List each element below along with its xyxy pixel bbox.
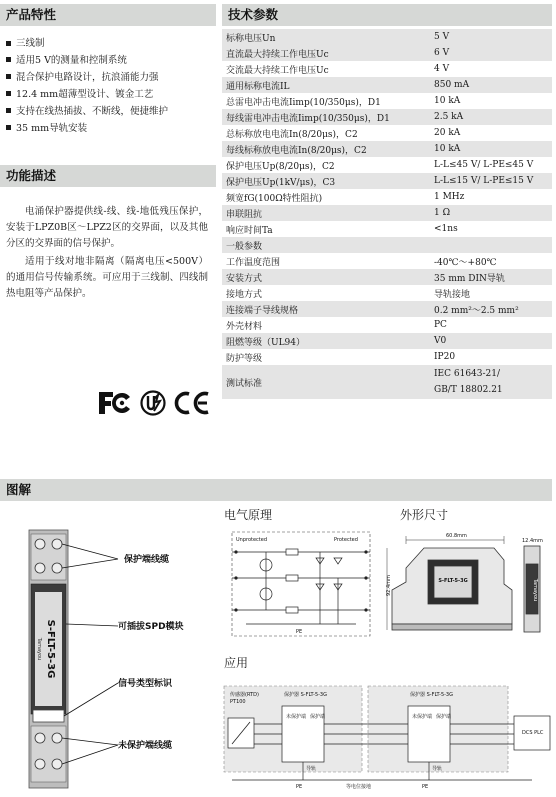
spec-row [222, 221, 552, 237]
spec-label: 安装方式 [222, 269, 430, 285]
spec-row [222, 29, 552, 45]
certification-logos [96, 388, 214, 418]
spec-value: 20 kA [430, 125, 552, 141]
specs-table [222, 29, 552, 399]
module-brand-text: Tamayou [36, 637, 42, 661]
spec-value: 850 mA [430, 77, 552, 93]
spec-label: 总雷电冲击电流Iimp(10/350μs)，D1 [222, 93, 430, 109]
callout-signal-label: 信号类型标识 [118, 679, 173, 689]
spec-label: 阻燃等级（UL94） [222, 333, 430, 349]
spec-label: 测试标准 [222, 365, 430, 399]
spec-value: 2.5 kA [430, 109, 552, 125]
spd-left-label: 保护器 S-FLT-5-3G [284, 692, 327, 698]
rail-left-label: 导轨 [306, 766, 317, 772]
electrical-schematic [226, 528, 376, 640]
description-paragraph: 电涌保护器提供线-线、线-地低残压保护，安装于LPZ0B区～LPZ2区的交界面，以及其他分区的交界面的信号保护。 [6, 206, 208, 249]
screw-terminal-icon [35, 563, 45, 573]
feature-item: 支持在线热插拔、不断线，便捷维护 [6, 104, 216, 121]
spec-row [222, 77, 552, 93]
callout-protected-cable: 保护端线缆 [124, 555, 170, 565]
description-header: 功能描述 [0, 165, 216, 187]
callout-unprotected-cable: 未保护端线缆 [118, 741, 173, 751]
spec-label: 直流最大持续工作电压Uc [222, 45, 430, 61]
signal-type-label-window [33, 710, 64, 722]
square-bullet-icon [6, 57, 11, 62]
pe-left-label: PE [296, 784, 303, 790]
spec-value: L-L≤15 V/ L-PE≤15 V [430, 173, 552, 189]
screw-terminal-icon [52, 563, 62, 573]
spec-label: 外壳材料 [222, 317, 430, 333]
dimension-width-label: 12.4mm [522, 538, 543, 544]
spec-row [222, 125, 552, 141]
screw-terminal-icon [35, 733, 45, 743]
spec-label: 频宽fG(100Ω特性阻抗) [222, 189, 430, 205]
schematic-frame [232, 532, 370, 636]
spec-label: 接地方式 [222, 285, 430, 301]
equipotential-ground-label: 等电位接地 [346, 784, 372, 790]
spd-right-prot-label: 保护端 [436, 714, 452, 720]
figures-header: 图解 [0, 479, 552, 501]
spec-label: 保护电压Up(8/20μs)，C2 [222, 157, 430, 173]
screw-terminal-icon [35, 539, 45, 549]
spec-label: 总标称放电电流In(8/20μs)，C2 [222, 125, 430, 141]
spd-left-unprot-label: 未保护端 [286, 714, 307, 720]
spec-value [430, 237, 552, 253]
screw-terminal-icon [52, 539, 62, 549]
spd-left-prot-label: 保护端 [310, 714, 326, 720]
screw-terminal-icon [52, 733, 62, 743]
screw-terminal-icon [35, 759, 45, 769]
spec-value: 0.2 mm²～2.5 mm² [430, 301, 552, 317]
spec-row [222, 285, 552, 301]
spec-value: 6 V [430, 45, 552, 61]
spec-value: <1ns [430, 221, 552, 237]
spec-value: L-L≤45 V/ L-PE≤45 V [430, 157, 552, 173]
spd-right-label: 保护器 S-FLT-5-3G [410, 692, 453, 698]
spec-row [222, 61, 552, 77]
spec-row [222, 301, 552, 317]
spec-value: PC [430, 317, 552, 333]
spec-value: IP20 [430, 349, 552, 365]
plc-label: DCS PLC [522, 730, 544, 736]
dimension-height-label: 92.4mm [386, 575, 392, 596]
spec-label: 一般参数 [222, 237, 430, 253]
feature-item: 35 mm导轨安装 [6, 121, 216, 138]
spec-row [222, 333, 552, 349]
spec-row [222, 173, 552, 189]
pe-right-label: PE [422, 784, 429, 790]
schematic-unprotected-label: Unprotected [236, 537, 268, 543]
sensor-label: 传感器(RTD) [230, 692, 259, 698]
spec-row [222, 141, 552, 157]
spec-value: V0 [430, 333, 552, 349]
spec-value: 35 mm DIN导轨 [430, 269, 552, 285]
spec-value [430, 365, 552, 399]
spec-label: 连接端子导线规格 [222, 301, 430, 317]
fc-logo-icon [96, 389, 134, 417]
schematic-ground-label: PE [296, 629, 303, 635]
features-header: 产品特性 [0, 4, 216, 26]
ce-logo-icon [172, 389, 212, 417]
square-bullet-icon [6, 108, 11, 113]
spec-label: 交流最大持续工作电压Uc [222, 61, 430, 77]
electrical-title: 电气原理 [224, 508, 273, 522]
dimensions-drawing [384, 526, 554, 642]
feature-item: 适用5 V的测量和控制系统 [6, 53, 216, 70]
specs-header: 技术参数 [222, 4, 552, 26]
spec-value: 5 V [430, 29, 552, 45]
callout-pluggable-spd: 可插拔SPD模块 [118, 622, 184, 632]
spec-row [222, 365, 552, 399]
side-view-outline [392, 548, 512, 630]
spec-row [222, 205, 552, 221]
spec-row [222, 45, 552, 61]
square-bullet-icon [6, 74, 11, 79]
spec-value: 4 V [430, 61, 552, 77]
spec-value-line: IEC 61643-21/ [434, 369, 501, 379]
callout-lines [62, 544, 118, 764]
square-bullet-icon [6, 125, 11, 130]
spec-value: 10 kA [430, 93, 552, 109]
rail-right-label: 导轨 [432, 766, 443, 772]
feature-item: 12.4 mm超薄型设计、镀金工艺 [6, 87, 216, 104]
spec-row [222, 317, 552, 333]
square-bullet-icon [6, 91, 11, 96]
spec-label: 标称电压Un [222, 29, 430, 45]
spec-row [222, 109, 552, 125]
spec-value: 1 Ω [430, 205, 552, 221]
schematic-protected-label: Protected [334, 537, 358, 543]
spec-label: 保护电压Up(1kV/μs)，C3 [222, 173, 430, 189]
square-bullet-icon [6, 41, 11, 46]
spec-row [222, 253, 552, 269]
application-title: 应用 [224, 656, 249, 670]
feature-item: 混合保护电路设计，抗浪涌能力强 [6, 70, 216, 87]
side-view-model-text: S-FLT-5-3G [438, 578, 468, 584]
spec-value: 1 MHz [430, 189, 552, 205]
feature-item: 三线制 [6, 36, 216, 53]
screw-terminal-icon [52, 759, 62, 769]
spec-row [222, 349, 552, 365]
spec-row [222, 157, 552, 173]
features-list [6, 36, 216, 137]
spd-right-unprot-label: 未保护端 [412, 714, 433, 720]
spec-value: 10 kA [430, 141, 552, 157]
spec-row [222, 93, 552, 109]
front-view-brand-text: Tamayou [532, 578, 538, 602]
spec-value: 导轨接地 [430, 285, 552, 301]
spec-label: 串联阻抗 [222, 205, 430, 221]
spec-label: 防护等级 [222, 349, 430, 365]
spec-label: 工作温度范围 [222, 253, 430, 269]
application-diagram [222, 682, 554, 792]
spec-row [222, 237, 552, 253]
ul-recognized-logo-icon [139, 389, 167, 417]
spec-label: 每线标称放电电流In(8/20μs)，C2 [222, 141, 430, 157]
description-paragraph: 适用于线对地非隔离（隔离电压<500V）的通用信号传输系统。可应用于三线制、四线制热电阻等产品保护。 [6, 256, 208, 299]
spec-label: 每线雷电冲击电流Iimp(10/350μs)，D1 [222, 109, 430, 125]
spec-label: 通用标称电流IL [222, 77, 430, 93]
module-model-text: S-FLT-5-3G [45, 619, 56, 679]
spec-label: 响应时间Ta [222, 221, 430, 237]
spec-value-line: GB/T 18802.21 [434, 385, 503, 395]
module-front-diagram [0, 528, 212, 790]
spec-row [222, 269, 552, 285]
spec-value: -40℃～+80℃ [430, 253, 552, 269]
dimension-depth-label: 60.8mm [446, 533, 467, 539]
sensor-sub-label: PT100 [230, 699, 246, 705]
spec-row [222, 189, 552, 205]
dimensions-title: 外形尺寸 [400, 508, 449, 522]
